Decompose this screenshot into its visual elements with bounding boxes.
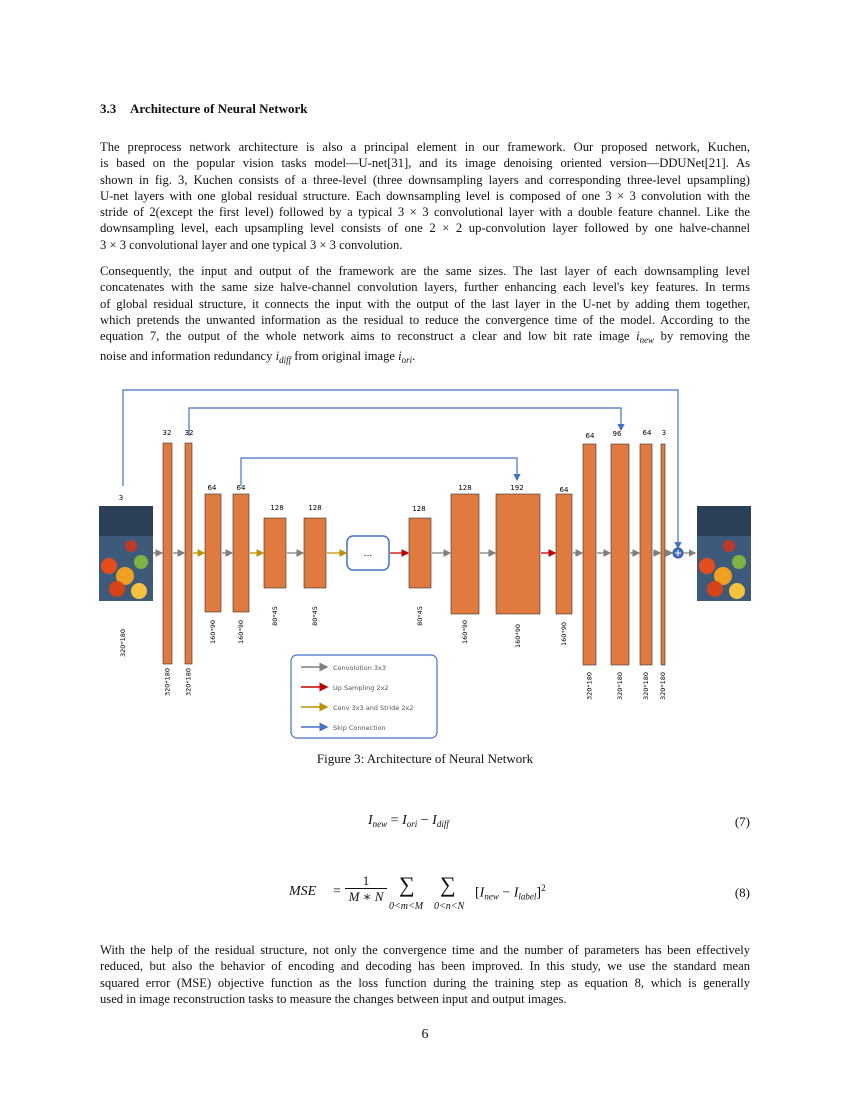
text-fragment: from original image [294, 349, 395, 364]
math-var: I [402, 813, 407, 828]
fraction-denominator: M ∗ N [348, 889, 384, 904]
sum-symbol: ∑ [440, 872, 456, 897]
size-label: 160*90 [560, 622, 568, 646]
feature-map-block [304, 518, 326, 588]
channel-label: 64 [559, 486, 569, 494]
legend-item-upsampling: Up Sampling 2x2 [333, 684, 389, 692]
skip-connection-level2 [241, 458, 517, 486]
size-label: 80*45 [416, 606, 424, 626]
input-size-label: 320*180 [119, 628, 127, 658]
math-sub: diff [279, 355, 292, 366]
size-label: 160*90 [237, 620, 245, 644]
math-expression [475, 883, 546, 902]
equation-8 [0, 870, 850, 920]
math-sub: new [484, 891, 499, 902]
equation-number: (8) [734, 885, 750, 900]
math-operator: = [390, 813, 399, 828]
text-line: With the help of the residual structure, not only the convergence time and the number of parameters has been effectively [100, 943, 750, 957]
input-channels-label: 3 [118, 494, 124, 502]
equation-8-body [289, 870, 589, 920]
feature-map-block [640, 444, 652, 665]
feature-map-block [163, 443, 172, 664]
feature-map-block [583, 444, 596, 665]
fraction [345, 873, 387, 905]
text-fragment: by removing the [660, 329, 751, 344]
feature-map-block [611, 444, 629, 665]
feature-map-block [451, 494, 479, 614]
equation-7-body [368, 813, 449, 829]
channel-label: 3 [661, 429, 667, 437]
sum-symbol: ∑ [399, 872, 415, 897]
channel-label: 64 [585, 432, 595, 440]
channel-label: 128 [308, 504, 322, 512]
math-var: i [636, 329, 640, 344]
legend-item-stride-conv: Conv 3x3 and Stride 2x2 [333, 704, 414, 712]
input-image [99, 506, 153, 601]
text-fragment: . [412, 349, 416, 364]
size-label: 320*180 [585, 671, 594, 701]
text-line: is based on the popular vision tasks model—U-net[31], and its image denoising oriented version—DDUNet[21]. As [100, 156, 750, 171]
math-sub: new [372, 819, 388, 829]
feature-map-block [496, 494, 540, 614]
size-label: 160*90 [514, 624, 522, 648]
math-var: MSE [289, 884, 317, 899]
text-line: squared error (MSE) objective function as the loss function during the training step as equation 8, which is generally [100, 975, 750, 990]
ellipsis-label: ... [363, 549, 373, 559]
figure-architecture [95, 386, 755, 746]
text-line: U-net layers with one global residual structure. Each downsampling level is composed of one 3 × 3 convolution with the [100, 188, 750, 203]
feature-map-block [233, 494, 249, 612]
feature-map-block [556, 494, 572, 614]
math-var: I [513, 885, 519, 901]
math-sub: ori [401, 355, 413, 366]
sum-limit: 0<n<N [434, 901, 465, 912]
fraction-numerator: 1 [345, 873, 387, 889]
math-sub: diff [436, 819, 449, 829]
legend [291, 655, 437, 738]
section-number: 3.3 [100, 101, 117, 116]
math-var: I [368, 813, 373, 828]
paragraph-intro [100, 139, 750, 253]
text-line [100, 348, 750, 368]
text-line: concatenates with the same size halve-channel convolution layers, further enhancing each level's key features. In terms [100, 280, 750, 295]
skip-connection-level1 [189, 408, 621, 436]
output-image [697, 506, 751, 601]
equation-number: (7) [734, 814, 750, 829]
channel-label: 128 [412, 505, 426, 513]
text-line: The preprocess network architecture is also a principal element in our framework. Our proposed network, Kuchen, [100, 140, 750, 154]
size-label: 320*180 [642, 671, 650, 701]
equation-7 [0, 813, 850, 833]
text-line [100, 328, 750, 348]
math-var: i [398, 349, 402, 364]
text-line: Consequently, the input and output of the framework are the same sizes. The last layer of each downsampling level [100, 264, 750, 278]
size-label: 320*180 [163, 667, 172, 697]
channel-label: 128 [458, 484, 472, 492]
feature-map-block [661, 444, 665, 665]
legend-item-skip: Skip Connection [333, 724, 386, 732]
channel-label: 96 [612, 430, 622, 438]
text-line: downsampling level, each upsampling level consists of one 2 × 2 up-convolution layer followed by one halve-channel [100, 221, 750, 236]
architecture-diagram [95, 386, 755, 746]
channel-label: 128 [270, 504, 284, 512]
math-operator: − [420, 813, 429, 828]
feature-map-block [205, 494, 221, 612]
channel-label: 64 [207, 484, 217, 492]
text-fragment: noise and information redundancy [100, 349, 273, 364]
text-fragment: equation 7, the output of the whole network aims to reconstruct a clear and low bit rate image [100, 329, 630, 344]
feature-map-block [409, 518, 431, 588]
text-line: of global residual structure, it connects the input with the output of the last layer in the U-net by adding them together, [100, 296, 750, 311]
math-sub: label [518, 891, 537, 902]
size-label: 160*90 [209, 620, 217, 644]
section-title: Architecture of Neural Network [130, 101, 308, 116]
channel-label: 64 [236, 484, 246, 492]
paragraph-residual [100, 942, 750, 1007]
section-heading [100, 101, 308, 117]
text-line: reduced, but also the behavior of encoding and decoding has been improved. In this study, we use the standard mean [100, 959, 750, 974]
legend-item-conv: Convolution 3x3 [333, 664, 387, 672]
feature-map-block [185, 443, 192, 664]
size-label: 320*180 [659, 671, 667, 701]
size-label: 160*90 [461, 620, 469, 644]
text-line: used in image reconstruction tasks to measure the changes between input and output images. [100, 991, 567, 1006]
size-label: 80*45 [311, 606, 319, 626]
math-var: i [275, 349, 280, 364]
paragraph-consequence [100, 263, 750, 369]
size-label: 80*45 [271, 606, 279, 626]
text-line: shown in fig. 3, Kuchen consists of a three-level (three downsampling layers and corresponding three-level upsampling) [100, 172, 750, 187]
channel-label: 64 [642, 429, 652, 437]
math-operator: − [502, 885, 511, 901]
math-var: I [479, 885, 485, 901]
channel-label: 192 [510, 484, 524, 492]
math-operator: = [333, 884, 341, 899]
channel-label: 32 [184, 429, 194, 437]
feature-map-block [264, 518, 286, 588]
figure-caption: Figure 3: Architecture of Neural Network [316, 751, 534, 766]
math-sub: ori [406, 819, 418, 829]
math-bracket: ] [536, 885, 542, 901]
math-sub: new [639, 335, 655, 346]
sum-limit: 0<m<M [389, 901, 424, 912]
size-label: 320*180 [616, 671, 624, 701]
page-number: 6 [421, 1027, 429, 1042]
math-power: 2 [541, 883, 546, 893]
size-label: 320*180 [184, 667, 193, 697]
channel-label: 32 [162, 429, 172, 437]
text-line: 3 × 3 convolutional layer and one typical 3 × 3 convolution. [100, 237, 403, 252]
text-line: which pretends the unwanted information as the residual to reduce the convergence time of the model. According to the [100, 312, 750, 327]
math-bracket: [ [475, 885, 480, 901]
text-line: stride of 2(except the first level) followed by a typical 3 × 3 convolutional layer with a double feature channel. Like the [100, 205, 750, 220]
math-var: I [432, 813, 437, 828]
